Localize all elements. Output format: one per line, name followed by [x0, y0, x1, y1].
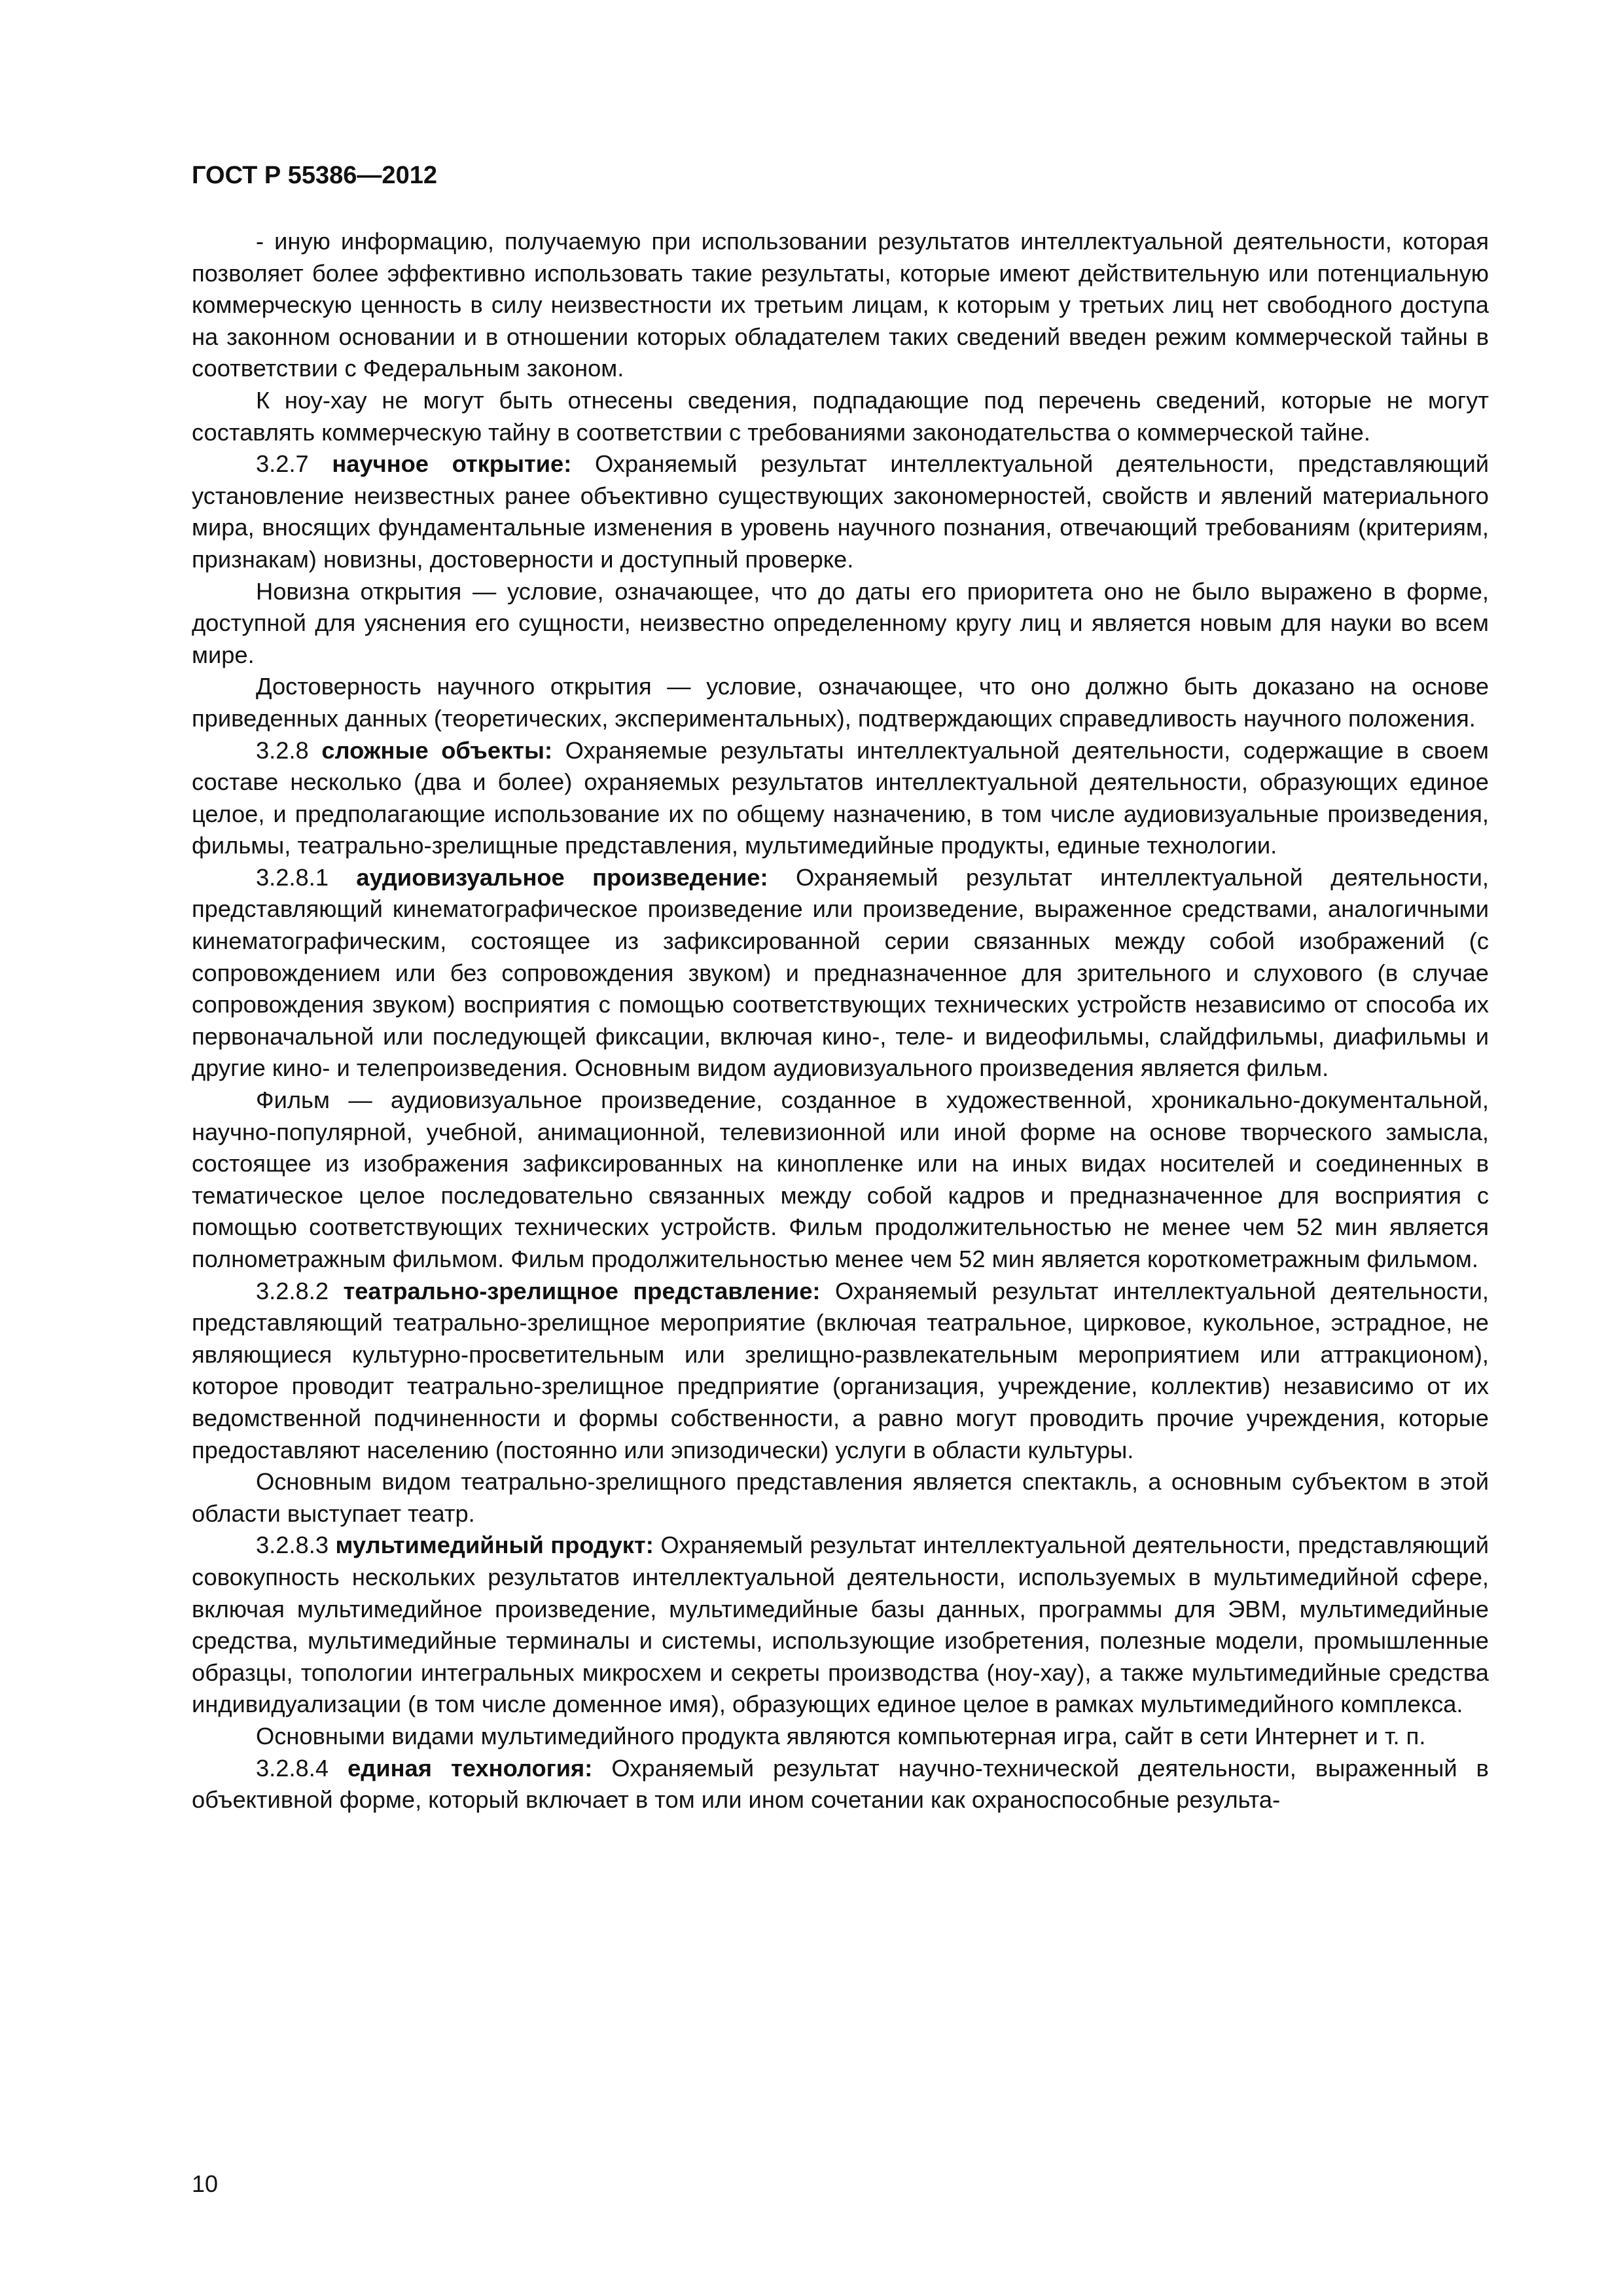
paragraph: 3.2.7 научное открытие: Охраняемый результат интеллектуальной деятельности, представляющий установление неизвестных ранее объективно существующих закономерностей, свойств и явлений материального мира, вносящих фундаментальные изменения в уровень научного познания, отвечающий требованиям (критериям, признакам) новизны, достоверности и доступный проверке.: [192, 450, 1489, 573]
page-number: 10: [192, 2170, 219, 2197]
paragraph: Достоверность научного открытия — условие, означающее, что оно должно быть доказано на основе приведенных данных (теоретических, экспериментальных), подтверждающих справедливость научного положения.: [192, 673, 1489, 732]
paragraph: К ноу-хау не могут быть отнесены сведения, подпадающие под перечень сведений, которые не могут составлять коммерческую тайну в соответствии с требованиями законодательства о коммерческой тайне.: [192, 386, 1489, 446]
paragraph: Фильм — аудиовизуальное произведение, созданное в художественной, хроникально-документальной, научно-популярной, учебной, анимационной, телевизионной или иной форме на основе творческого замысла, состоящее из изображения зафиксированных на кинопленке или на иных видах носителей и соединенных в тематическое целое последовательно связанных между собой кадров и предназначенное для восприятия с помощью соответствующих технических устройств. Фильм продолжительностью не менее чем 52 мин является полнометражным фильмом. Фильм продолжительностью менее чем 52 мин является короткометражным фильмом.: [192, 1086, 1489, 1272]
term: сложные объекты:: [321, 736, 553, 764]
paragraph: 3.2.8.4 единая технология: Охраняемый результат научно-технической деятельности, выраженный в объективной форме, который включает в том или ином сочетании как охраноспособные результа-: [192, 1754, 1489, 1814]
paragraph: Основными видами мультимедийного продукта являются компьютерная игра, сайт в сети Интернет и т. п.: [256, 1722, 1426, 1749]
document-body: [192, 226, 1489, 1816]
paragraph: 3.2.8 сложные объекты: Охраняемые результаты интеллектуальной деятельности, содержащие в своем составе несколько (два и более) охраняемых результатов интеллектуальной деятельности, образующих единое целое, и предполагающие использование их по общему назначению, в том числе аудиовизуальные произведения, фильмы, театрально-зрелищные представления, мультимедийные продукты, единые технологии.: [192, 736, 1489, 859]
paragraph: Основным видом театрально-зрелищного представления является спектакль, а основным субъектом в этой области выступает театр.: [192, 1468, 1489, 1527]
paragraph: 3.2.8.1 аудиовизуальное произведение: Охраняемый результат интеллектуальной деятельности, представляющий кинематографическое произведение или произведение, выраженное средствами, аналогичными кинематографическим, состоящее из зафиксированной серии связанных между собой изображений (с сопровождением или без сопровождения звуком) и предназначенное для зрительного и слухового (в случае сопровождения звуком) восприятия с помощью соответствующих технических устройств независимо от способа их первоначальной или последующей фиксации, включая кино-, теле- и видеофильмы, слайдфильмы, диафильмы и другие кино- и телепроизведения. Основным видом аудиовизуального произведения является фильм.: [192, 863, 1489, 1082]
term: мультимедийный продукт:: [335, 1532, 654, 1559]
term: научное открытие:: [332, 450, 572, 478]
term: аудиовизуальное произведение:: [356, 863, 768, 891]
term: единая технология:: [348, 1754, 593, 1782]
paragraph: 3.2.8.3 мультимедийный продукт: Охраняемый результат интеллектуальной деятельности, представляющий совокупность нескольких результатов интеллектуальной деятельности, используемых в мультимедийной сфере, включая мультимедийное произведение, мультимедийные базы данных, программы для ЭВМ, мультимедийные средства, мультимедийные терминалы и системы, использующие изобретения, полезные модели, промышленные образцы, топологии интегральных микросхем и секреты производства (ноу-хау), а также мультимедийные средства индивидуализации (в том числе доменное имя), образующих единое целое в рамках мультимедийного комплекса.: [192, 1532, 1489, 1718]
paragraph: - иную информацию, получаемую при использовании результатов интеллектуальной деятельности, которая позволяет более эффективно использовать такие результаты, которые имеют действительную или потенциальную коммерческую ценность в силу неизвестности их третьим лицам, к которым у третьих лиц нет свободного доступа на законном основании и в отношении которых обладателем таких сведений введен режим коммерческой тайны в соответствии с Федеральным законом.: [192, 228, 1489, 382]
paragraph: 3.2.8.2 театрально-зрелищное представление: Охраняемый результат интеллектуальной деятельности, представляющий театрально-зрелищное мероприятие (включая театральное, цирковое, кукольное, эстрадное, не являющиеся культурно-просветительным или зрелищно-развлекательным мероприятием или аттракционом), которое проводит театрально-зрелищное предприятие (организация, учреждение, коллектив) независимо от их ведомственной подчиненности и формы собственности, а равно могут проводить прочие учреждения, которые предоставляют населению (постоянно или эпизодически) услуги в области культуры.: [192, 1277, 1489, 1463]
paragraph: Новизна открытия — условие, означающее, что до даты его приоритета оно не было выражено в форме, доступной для уяснения его сущности, неизвестно определенному кругу лиц и является новым для науки во всем мире.: [192, 577, 1489, 668]
document-header: ГОСТ Р 55386—2012: [192, 162, 437, 189]
term: театрально-зрелищное представление:: [343, 1277, 821, 1304]
